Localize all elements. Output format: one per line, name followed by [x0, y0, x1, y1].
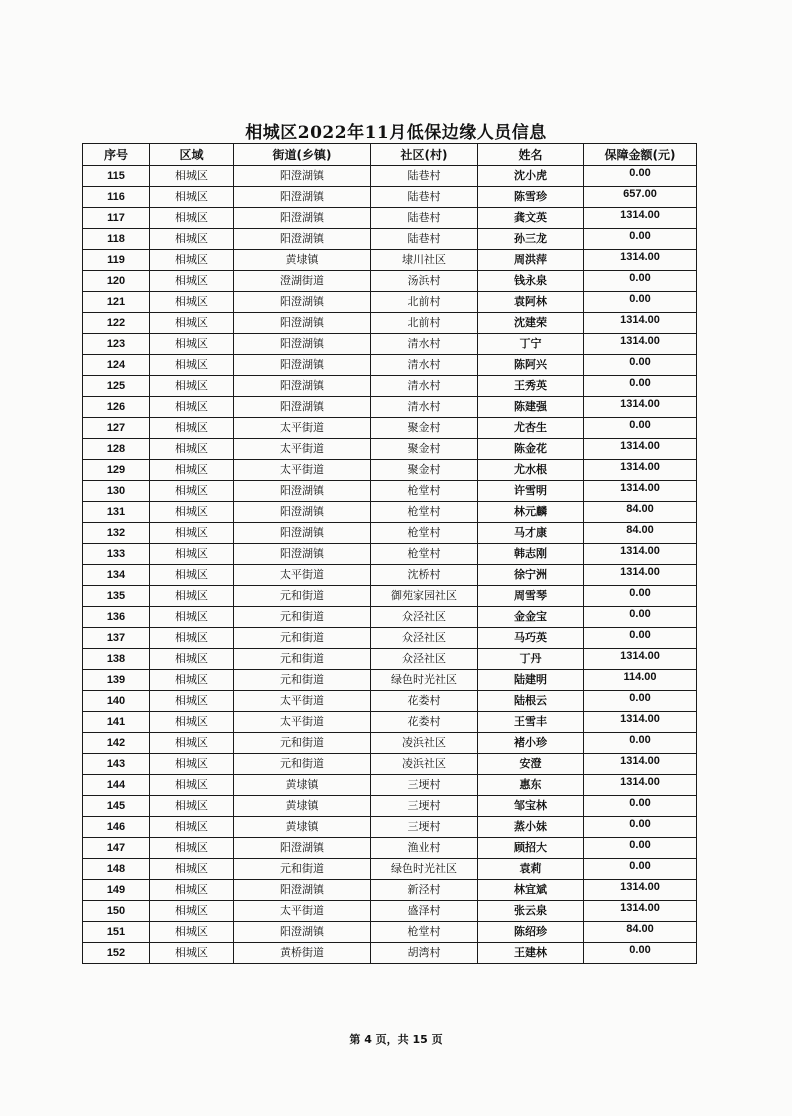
cell-street: 阳澄湖镇 [234, 187, 371, 208]
cell-street: 阳澄湖镇 [234, 292, 371, 313]
cell-amount: 0.00 [584, 376, 697, 397]
table-row [83, 250, 697, 271]
cell-index: 138 [83, 649, 150, 670]
cell-street: 太平街道 [234, 901, 371, 922]
table-row [83, 859, 697, 880]
cell-region: 相城区 [150, 544, 234, 565]
header-index: 序号 [83, 144, 150, 166]
cell-street: 阳澄湖镇 [234, 208, 371, 229]
cell-name: 尤杏生 [478, 418, 584, 439]
cell-community: 众泾社区 [371, 649, 478, 670]
cell-name: 孙三龙 [478, 229, 584, 250]
cell-amount: 1314.00 [584, 565, 697, 586]
cell-region: 相城区 [150, 922, 234, 943]
cell-community: 众泾社区 [371, 607, 478, 628]
cell-community: 陆巷村 [371, 208, 478, 229]
cell-amount: 0.00 [584, 859, 697, 880]
cell-region: 相城区 [150, 397, 234, 418]
cell-name: 周洪萍 [478, 250, 584, 271]
cell-index: 119 [83, 250, 150, 271]
cell-name: 丁丹 [478, 649, 584, 670]
cell-region: 相城区 [150, 187, 234, 208]
cell-amount: 1314.00 [584, 208, 697, 229]
cell-index: 118 [83, 229, 150, 250]
cell-region: 相城区 [150, 481, 234, 502]
table-row [83, 229, 697, 250]
cell-community: 渔业村 [371, 838, 478, 859]
cell-amount: 1314.00 [584, 880, 697, 901]
cell-region: 相城区 [150, 292, 234, 313]
cell-amount: 0.00 [584, 271, 697, 292]
cell-name: 邹宝林 [478, 796, 584, 817]
cell-community: 沈桥村 [371, 565, 478, 586]
cell-index: 150 [83, 901, 150, 922]
cell-street: 黄桥街道 [234, 943, 371, 964]
header-region: 区域 [150, 144, 234, 166]
cell-index: 140 [83, 691, 150, 712]
cell-region: 相城区 [150, 229, 234, 250]
cell-name: 惠东 [478, 775, 584, 796]
cell-amount: 1314.00 [584, 754, 697, 775]
cell-name: 陆建明 [478, 670, 584, 691]
cell-index: 135 [83, 586, 150, 607]
cell-index: 122 [83, 313, 150, 334]
cell-name: 陈金花 [478, 439, 584, 460]
cell-name: 徐宁洲 [478, 565, 584, 586]
cell-amount: 1314.00 [584, 334, 697, 355]
cell-street: 元和街道 [234, 859, 371, 880]
cell-region: 相城区 [150, 313, 234, 334]
cell-amount: 0.00 [584, 817, 697, 838]
cell-name: 钱永泉 [478, 271, 584, 292]
cell-region: 相城区 [150, 901, 234, 922]
cell-name: 王建林 [478, 943, 584, 964]
table-row [83, 208, 697, 229]
cell-amount: 1314.00 [584, 544, 697, 565]
table-row [83, 313, 697, 334]
cell-amount: 0.00 [584, 586, 697, 607]
table-row [83, 355, 697, 376]
cell-street: 太平街道 [234, 418, 371, 439]
table-body [83, 166, 697, 964]
cell-region: 相城区 [150, 250, 234, 271]
cell-name: 袁阿林 [478, 292, 584, 313]
cell-community: 枪堂村 [371, 523, 478, 544]
cell-community: 清水村 [371, 355, 478, 376]
cell-community: 御苑家园社区 [371, 586, 478, 607]
cell-region: 相城区 [150, 334, 234, 355]
cell-street: 黄埭镇 [234, 796, 371, 817]
cell-amount: 1314.00 [584, 250, 697, 271]
cell-amount: 0.00 [584, 166, 697, 187]
cell-index: 143 [83, 754, 150, 775]
table-row [83, 712, 697, 733]
cell-amount: 84.00 [584, 502, 697, 523]
cell-street: 澄湖街道 [234, 271, 371, 292]
cell-street: 元和街道 [234, 670, 371, 691]
cell-region: 相城区 [150, 796, 234, 817]
table-row [83, 796, 697, 817]
cell-community: 埭川社区 [371, 250, 478, 271]
cell-region: 相城区 [150, 418, 234, 439]
cell-region: 相城区 [150, 607, 234, 628]
cell-name: 陈绍珍 [478, 922, 584, 943]
cell-community: 众泾社区 [371, 628, 478, 649]
cell-amount: 0.00 [584, 838, 697, 859]
cell-index: 145 [83, 796, 150, 817]
cell-region: 相城区 [150, 838, 234, 859]
cell-street: 阳澄湖镇 [234, 544, 371, 565]
cell-region: 相城区 [150, 208, 234, 229]
cell-name: 蒸小妹 [478, 817, 584, 838]
cell-community: 三埂村 [371, 775, 478, 796]
table-row [83, 733, 697, 754]
cell-street: 阳澄湖镇 [234, 355, 371, 376]
cell-street: 阳澄湖镇 [234, 166, 371, 187]
table-row [83, 922, 697, 943]
table-row [83, 775, 697, 796]
cell-index: 127 [83, 418, 150, 439]
cell-region: 相城区 [150, 166, 234, 187]
cell-community: 盛泽村 [371, 901, 478, 922]
cell-street: 阳澄湖镇 [234, 397, 371, 418]
cell-name: 林宜斌 [478, 880, 584, 901]
cell-index: 148 [83, 859, 150, 880]
cell-region: 相城区 [150, 271, 234, 292]
cell-amount: 0.00 [584, 733, 697, 754]
cell-amount: 1314.00 [584, 439, 697, 460]
cell-index: 132 [83, 523, 150, 544]
table-row [83, 691, 697, 712]
cell-name: 陈雪珍 [478, 187, 584, 208]
cell-street: 黄埭镇 [234, 817, 371, 838]
cell-name: 金金宝 [478, 607, 584, 628]
table-header-row [83, 144, 697, 166]
cell-street: 阳澄湖镇 [234, 313, 371, 334]
cell-region: 相城区 [150, 628, 234, 649]
cell-name: 陈阿兴 [478, 355, 584, 376]
cell-street: 黄埭镇 [234, 775, 371, 796]
records-table [82, 143, 697, 964]
cell-name: 王秀英 [478, 376, 584, 397]
table-row [83, 418, 697, 439]
cell-community: 枪堂村 [371, 922, 478, 943]
cell-community: 花娄村 [371, 712, 478, 733]
header-name: 姓名 [478, 144, 584, 166]
cell-amount: 0.00 [584, 292, 697, 313]
cell-index: 137 [83, 628, 150, 649]
cell-index: 124 [83, 355, 150, 376]
cell-name: 韩志刚 [478, 544, 584, 565]
cell-community: 绿色时光社区 [371, 859, 478, 880]
cell-region: 相城区 [150, 775, 234, 796]
cell-name: 王雪丰 [478, 712, 584, 733]
cell-amount: 1314.00 [584, 649, 697, 670]
table-row [83, 586, 697, 607]
cell-name: 马巧英 [478, 628, 584, 649]
cell-street: 黄埭镇 [234, 250, 371, 271]
cell-region: 相城区 [150, 460, 234, 481]
cell-amount: 84.00 [584, 922, 697, 943]
cell-street: 阳澄湖镇 [234, 376, 371, 397]
cell-street: 元和街道 [234, 586, 371, 607]
cell-name: 沈建荣 [478, 313, 584, 334]
cell-index: 115 [83, 166, 150, 187]
cell-index: 141 [83, 712, 150, 733]
cell-index: 125 [83, 376, 150, 397]
cell-name: 林元麟 [478, 502, 584, 523]
cell-amount: 0.00 [584, 355, 697, 376]
cell-street: 元和街道 [234, 628, 371, 649]
cell-community: 凌浜社区 [371, 733, 478, 754]
cell-community: 陆巷村 [371, 187, 478, 208]
cell-amount: 0.00 [584, 691, 697, 712]
header-amount: 保障金额(元) [584, 144, 697, 166]
cell-community: 聚金村 [371, 460, 478, 481]
cell-amount: 1314.00 [584, 460, 697, 481]
table-row [83, 292, 697, 313]
table-row [83, 565, 697, 586]
cell-index: 130 [83, 481, 150, 502]
table-row [83, 670, 697, 691]
cell-index: 142 [83, 733, 150, 754]
cell-name: 安澄 [478, 754, 584, 775]
cell-community: 北前村 [371, 292, 478, 313]
table-row [83, 523, 697, 544]
table-row [83, 817, 697, 838]
cell-community: 陆巷村 [371, 166, 478, 187]
cell-index: 144 [83, 775, 150, 796]
table-row [83, 334, 697, 355]
table-row [83, 943, 697, 964]
cell-region: 相城区 [150, 523, 234, 544]
table-row [83, 397, 697, 418]
cell-amount: 1314.00 [584, 313, 697, 334]
cell-community: 清水村 [371, 334, 478, 355]
table-row [83, 187, 697, 208]
cell-community: 汤浜村 [371, 271, 478, 292]
cell-name: 陆根云 [478, 691, 584, 712]
header-street: 街道(乡镇) [234, 144, 371, 166]
cell-name: 袁莉 [478, 859, 584, 880]
cell-street: 阳澄湖镇 [234, 229, 371, 250]
cell-region: 相城区 [150, 880, 234, 901]
cell-amount: 1314.00 [584, 775, 697, 796]
cell-region: 相城区 [150, 355, 234, 376]
cell-index: 151 [83, 922, 150, 943]
cell-street: 阳澄湖镇 [234, 502, 371, 523]
page-title: 相城区2022年11月低保边缘人员信息 [245, 123, 547, 143]
cell-index: 133 [83, 544, 150, 565]
cell-index: 146 [83, 817, 150, 838]
cell-name: 许雪明 [478, 481, 584, 502]
cell-street: 元和街道 [234, 754, 371, 775]
header-community: 社区(村) [371, 144, 478, 166]
cell-name: 沈小虎 [478, 166, 584, 187]
cell-amount: 1314.00 [584, 901, 697, 922]
table-row [83, 502, 697, 523]
cell-region: 相城区 [150, 649, 234, 670]
cell-index: 147 [83, 838, 150, 859]
cell-street: 元和街道 [234, 733, 371, 754]
cell-amount: 1314.00 [584, 481, 697, 502]
cell-street: 太平街道 [234, 460, 371, 481]
cell-index: 117 [83, 208, 150, 229]
cell-amount: 0.00 [584, 607, 697, 628]
cell-region: 相城区 [150, 943, 234, 964]
cell-index: 131 [83, 502, 150, 523]
table-row [83, 880, 697, 901]
cell-amount: 1314.00 [584, 397, 697, 418]
cell-street: 阳澄湖镇 [234, 922, 371, 943]
page-footer: 第 4 页，共 15 页 [349, 1033, 443, 1046]
cell-index: 128 [83, 439, 150, 460]
table-row [83, 607, 697, 628]
cell-street: 阳澄湖镇 [234, 880, 371, 901]
cell-community: 三埂村 [371, 796, 478, 817]
cell-name: 陈建强 [478, 397, 584, 418]
table-row [83, 754, 697, 775]
cell-region: 相城区 [150, 376, 234, 397]
cell-index: 152 [83, 943, 150, 964]
cell-street: 太平街道 [234, 691, 371, 712]
table-row [83, 628, 697, 649]
cell-amount: 0.00 [584, 229, 697, 250]
cell-name: 褚小珍 [478, 733, 584, 754]
cell-amount: 0.00 [584, 628, 697, 649]
cell-index: 123 [83, 334, 150, 355]
cell-index: 136 [83, 607, 150, 628]
cell-region: 相城区 [150, 712, 234, 733]
table-row [83, 544, 697, 565]
cell-index: 120 [83, 271, 150, 292]
cell-community: 凌浜社区 [371, 754, 478, 775]
cell-region: 相城区 [150, 817, 234, 838]
cell-region: 相城区 [150, 439, 234, 460]
cell-name: 尤水根 [478, 460, 584, 481]
cell-index: 126 [83, 397, 150, 418]
cell-community: 花娄村 [371, 691, 478, 712]
cell-name: 丁宁 [478, 334, 584, 355]
cell-name: 马才康 [478, 523, 584, 544]
cell-community: 清水村 [371, 376, 478, 397]
cell-name: 龚文英 [478, 208, 584, 229]
cell-street: 阳澄湖镇 [234, 481, 371, 502]
cell-amount: 84.00 [584, 523, 697, 544]
cell-index: 149 [83, 880, 150, 901]
cell-region: 相城区 [150, 691, 234, 712]
cell-community: 绿色时光社区 [371, 670, 478, 691]
cell-amount: 114.00 [584, 670, 697, 691]
cell-name: 顾招大 [478, 838, 584, 859]
cell-amount: 1314.00 [584, 712, 697, 733]
cell-amount: 0.00 [584, 796, 697, 817]
cell-index: 116 [83, 187, 150, 208]
cell-community: 三埂村 [371, 817, 478, 838]
cell-region: 相城区 [150, 754, 234, 775]
cell-street: 阳澄湖镇 [234, 523, 371, 544]
cell-street: 阳澄湖镇 [234, 838, 371, 859]
cell-amount: 0.00 [584, 418, 697, 439]
cell-community: 胡湾村 [371, 943, 478, 964]
cell-region: 相城区 [150, 733, 234, 754]
cell-region: 相城区 [150, 670, 234, 691]
cell-region: 相城区 [150, 565, 234, 586]
cell-community: 聚金村 [371, 418, 478, 439]
cell-name: 周雪琴 [478, 586, 584, 607]
cell-index: 129 [83, 460, 150, 481]
cell-street: 太平街道 [234, 439, 371, 460]
cell-street: 元和街道 [234, 607, 371, 628]
cell-name: 张云泉 [478, 901, 584, 922]
cell-community: 陆巷村 [371, 229, 478, 250]
table-row [83, 271, 697, 292]
cell-street: 太平街道 [234, 565, 371, 586]
cell-amount: 0.00 [584, 943, 697, 964]
cell-community: 枪堂村 [371, 502, 478, 523]
cell-community: 新泾村 [371, 880, 478, 901]
cell-community: 枪堂村 [371, 544, 478, 565]
cell-street: 元和街道 [234, 649, 371, 670]
cell-amount: 657.00 [584, 187, 697, 208]
table-row [83, 901, 697, 922]
cell-region: 相城区 [150, 586, 234, 607]
cell-street: 太平街道 [234, 712, 371, 733]
cell-community: 北前村 [371, 313, 478, 334]
cell-community: 枪堂村 [371, 481, 478, 502]
cell-community: 清水村 [371, 397, 478, 418]
cell-index: 139 [83, 670, 150, 691]
cell-street: 阳澄湖镇 [234, 334, 371, 355]
cell-region: 相城区 [150, 859, 234, 880]
table-row [83, 376, 697, 397]
cell-index: 121 [83, 292, 150, 313]
table-row [83, 460, 697, 481]
cell-community: 聚金村 [371, 439, 478, 460]
cell-region: 相城区 [150, 502, 234, 523]
table-row [83, 481, 697, 502]
table-row [83, 166, 697, 187]
table-row [83, 838, 697, 859]
cell-index: 134 [83, 565, 150, 586]
table-row [83, 649, 697, 670]
table-row [83, 439, 697, 460]
